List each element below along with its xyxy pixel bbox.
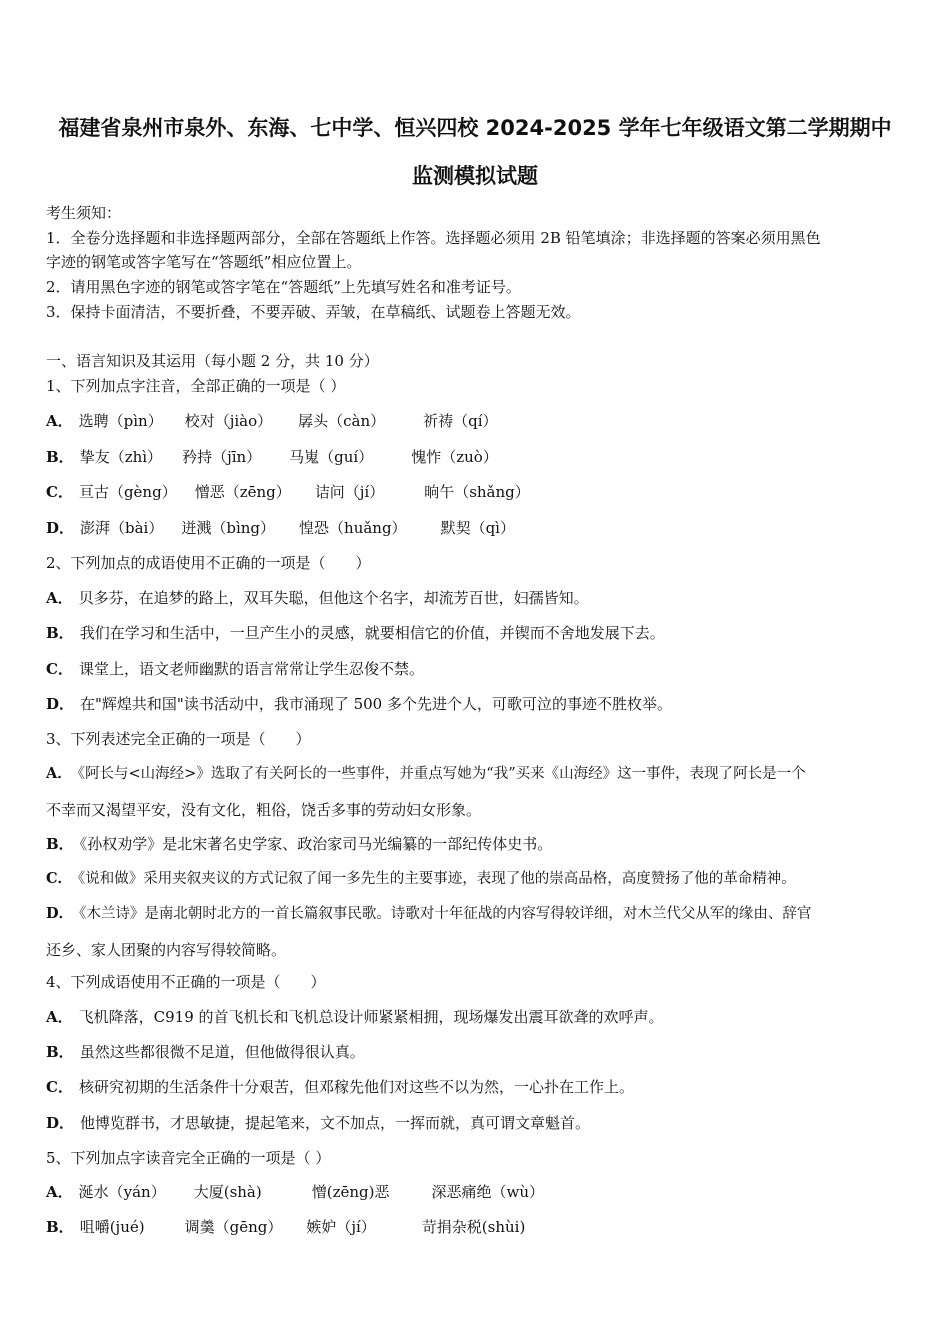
- option-text: 不幸而又渴望平安，没有文化，粗俗，饶舌多事的劳动妇女形象。: [46, 801, 482, 819]
- option-item: 默契（qì）: [440, 519, 515, 537]
- option-a: [46, 1182, 544, 1202]
- option-b: [46, 1217, 525, 1237]
- option-text: 《孙权劝学》是北宋著名史学家、政治家司马光编纂的一部纪传体史书。: [79, 835, 553, 853]
- notice-item: 字迹的钢笔或答字笔写在“答题纸”相应位置上。: [46, 253, 362, 271]
- option-item: 矜持（jīn）: [182, 448, 262, 466]
- option-letter: D．: [46, 1114, 75, 1132]
- option-letter: C．: [46, 483, 73, 501]
- option-letter: A．: [46, 765, 72, 782]
- option-letter: A．: [46, 1183, 73, 1201]
- option-text: 虽然这些都很微不足道，但他做得很认真。: [79, 1043, 365, 1061]
- option-letter: A．: [46, 1008, 73, 1026]
- option-letter: C．: [46, 870, 73, 887]
- option-text: 贝多芬，在追梦的路上，双耳失聪，但他这个名字，却流芳百世，妇孺皆知。: [78, 589, 589, 607]
- notice-item: 3．保持卡面清洁，不要折叠，不要弄破、弄皱，在草稿纸、试题卷上答题无效。: [46, 303, 581, 321]
- page-title: 福建省泉州市泉外、东海、七中学、恒兴四校 2024-2025 学年七年级语文第二学期期中: [58, 116, 892, 140]
- notice-header: 考生须知：: [46, 204, 122, 222]
- option-item: 涎水（yán）: [78, 1183, 166, 1201]
- option-item: 憎(zēng)恶: [311, 1183, 390, 1201]
- option-text: 核研究初期的生活条件十分艰苦，但邓稼先他们对这些不以为然，一心扑在工作上。: [78, 1078, 634, 1096]
- option-text: 课堂上，语文老师幽默的语言常常让学生忍俊不禁。: [78, 660, 424, 678]
- option-item: 嫉妒（jí）: [306, 1218, 376, 1236]
- option-letter: B．: [46, 448, 74, 466]
- option-a: [46, 588, 589, 608]
- option-item: 憎恶（zēng）: [194, 483, 291, 501]
- option-item: 挚友（zhì）: [79, 448, 163, 466]
- option-item: 深恶痛绝（wù）: [431, 1183, 544, 1201]
- option-item: 校对（jiào）: [184, 412, 273, 430]
- option-b: [46, 447, 498, 467]
- option-item: 孱头（càn）: [298, 412, 386, 430]
- option-d: [46, 518, 515, 538]
- option-text: 飞机降落，C919 的首飞机长和飞机总设计师紧紧相拥，现场爆发出震耳欲聋的欢呼声。: [78, 1008, 664, 1026]
- option-text: 在"辉煌共和国"读书活动中，我市涌现了 500 多个先进个人，可歌可泣的事迹不胜枚举。: [80, 695, 672, 713]
- option-letter: B．: [46, 1218, 74, 1236]
- option-letter: C．: [46, 1078, 73, 1096]
- option-letter: D．: [46, 905, 74, 922]
- option-letter: C．: [46, 660, 73, 678]
- option-letter: B．: [46, 624, 74, 642]
- option-item: 咀嚼(jué): [79, 1218, 145, 1236]
- option-b: [46, 1042, 365, 1062]
- option-d-continued: [46, 940, 286, 960]
- option-item: 澎湃（bài）: [80, 519, 164, 537]
- option-item: 选聘（pìn）: [78, 412, 163, 430]
- question-stem: 4、下列成语使用不正确的一项是（ ）: [46, 973, 326, 991]
- option-letter: B．: [46, 835, 74, 853]
- option-item: 愧怍（zuò）: [411, 448, 498, 466]
- question-stem: 3、下列表述完全正确的一项是（ ）: [46, 730, 311, 748]
- option-item: 马嵬（guí）: [289, 448, 374, 466]
- option-item: 晌午（shǎng）: [424, 483, 530, 501]
- section-heading: 一、语言知识及其运用（每小题 2 分，共 10 分）: [46, 352, 379, 370]
- option-c: [46, 1077, 634, 1097]
- option-a: [46, 1007, 664, 1027]
- option-letter: D．: [46, 519, 75, 537]
- page-subtitle: 监测模拟试题: [412, 164, 538, 188]
- option-letter: D．: [46, 695, 75, 713]
- option-d: [46, 1113, 590, 1133]
- option-item: 苛捐杂税(shùi): [421, 1218, 526, 1236]
- option-d: [46, 904, 811, 924]
- option-item: 迸溅（bìng）: [181, 519, 276, 537]
- option-letter: A．: [46, 589, 73, 607]
- option-b: [46, 834, 552, 854]
- option-c: [46, 869, 796, 889]
- option-letter: A．: [46, 412, 73, 430]
- notice-item: 2．请用黑色字迹的钢笔或答字笔在“答题纸”上先填写姓名和准考证号。: [46, 278, 521, 296]
- option-d: [46, 694, 672, 714]
- notice-item: 1．全卷分选择题和非选择题两部分，全部在答题纸上作答。选择题必须用 2B 铅笔填涂；非选择题的答案必须用黑色: [46, 229, 821, 247]
- option-c: [46, 659, 424, 679]
- option-text: 我们在学习和生活中，一旦产生小的灵感，就要相信它的价值，并锲而不舍地发展下去。: [79, 624, 665, 642]
- option-text: 《说和做》采用夹叙夹议的方式记叙了闻一多先生的主要事迹，表现了他的崇高品格，高度赞扬了他的革命精神。: [78, 871, 796, 887]
- option-text: 《阿长与<山海经>》选取了有关阿长的一些事件，并重点写她为“我”买来《山海经》这一事件，表现了阿长是一个: [77, 766, 806, 782]
- question-stem: 5、下列加点字读音完全正确的一项是（ ）: [46, 1149, 331, 1167]
- option-letter: B．: [46, 1043, 74, 1061]
- question-stem: 2、下列加点的成语使用不正确的一项是（ ）: [46, 554, 371, 572]
- option-b: [46, 623, 665, 643]
- option-text: 他博览群书，才思敏捷，提起笔来，文不加点，一挥而就，真可谓文章魁首。: [80, 1114, 591, 1132]
- option-text: 还乡、家人团聚的内容写得较简略。: [46, 941, 287, 959]
- option-item: 祈祷（qí）: [423, 412, 498, 430]
- option-text: 《木兰诗》是南北朝时北方的一首长篇叙事民歌。诗歌对十年征战的内容写得较详细，对木兰代父从军的缘由、辞官: [79, 906, 812, 922]
- option-a: [46, 411, 498, 431]
- option-item: 惶恐（huǎng）: [299, 519, 407, 537]
- option-a: [46, 764, 806, 784]
- option-a-continued: [46, 800, 481, 820]
- option-item: 亘古（gèng）: [78, 483, 177, 501]
- option-item: 诘问（jí）: [314, 483, 385, 501]
- option-c: [46, 482, 530, 502]
- option-item: 调羹（gēng）: [184, 1218, 283, 1236]
- option-item: 大厦(shà): [193, 1183, 262, 1201]
- question-stem: 1、下列加点字注音，全部正确的一项是（ ）: [46, 377, 346, 395]
